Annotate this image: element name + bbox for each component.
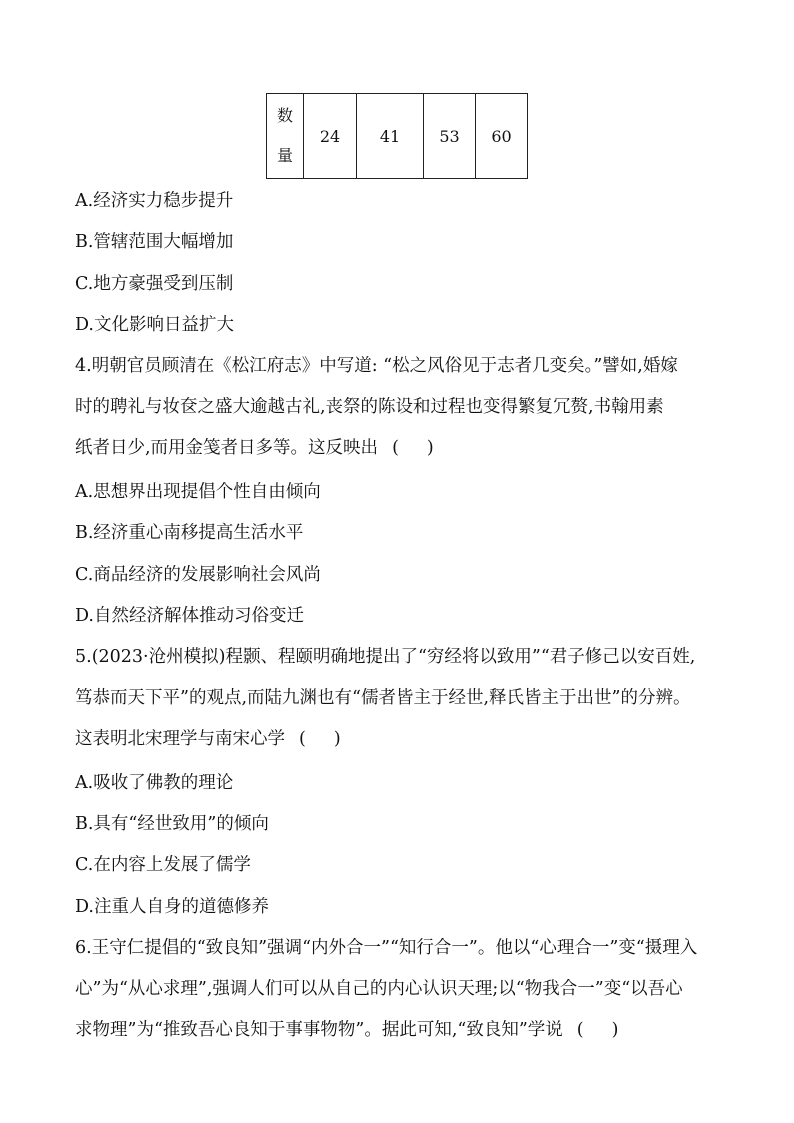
table-cell: 24 bbox=[304, 94, 357, 179]
table-cell: 53 bbox=[424, 94, 476, 179]
q5-stem-line: 5.(2023·沧州模拟)程颢、程颐明确地提出了“穷经将以致用”“君子修己以安百姓, bbox=[75, 647, 696, 667]
q3-option-c: C.地方豪强受到压制 bbox=[75, 274, 234, 294]
q4-answer-blank: ( ) bbox=[392, 438, 434, 458]
q5-stem-text: 这表明北宋理学与南宋心学 bbox=[75, 729, 285, 749]
q4-option-c: C.商品经济的发展影响社会风尚 bbox=[75, 565, 321, 585]
q3-option-b: B.管辖范围大幅增加 bbox=[75, 232, 234, 252]
q6-stem-line: 心”为“从心求理”,强调人们可以从自己的内心认识天理;以“物我合一”变“以吾心 bbox=[75, 979, 683, 999]
q4-option-b: B.经济重心南移提高生活水平 bbox=[75, 523, 304, 543]
q4-stem-line: 时的聘礼与妆奁之盛大逾越古礼,丧祭的陈设和过程也变得繁复冗赘,书翰用素 bbox=[75, 397, 664, 417]
data-table bbox=[266, 93, 528, 179]
q5-option-d: D.注重人自身的道德修养 bbox=[75, 897, 269, 917]
q6-stem-text: 求物理”为“推致吾心良知于事事物物”。据此可知,“致良知”学说 bbox=[75, 1020, 563, 1040]
q3-option-a: A.经济实力稳步提升 bbox=[75, 191, 234, 211]
q5-stem-line bbox=[75, 719, 735, 760]
q4-stem-line bbox=[75, 428, 735, 469]
table-label-char: 数 bbox=[276, 106, 293, 125]
q6-stem-line: 6.王守仁提倡的“致良知”强调“内外合一”“知行合一”。他以“心理合一”变“摄理入 bbox=[75, 938, 698, 958]
table-label-cell bbox=[267, 94, 304, 179]
table-cell: 60 bbox=[476, 94, 528, 179]
q5-stem-line: 笃恭而天下平”的观点,而陆九渊也有“儒者皆主于经世,释氏皆主于出世”的分辨。 bbox=[75, 688, 691, 708]
q5-option-b: B.具有“经世致用”的倾向 bbox=[75, 814, 269, 834]
q6-answer-blank: ( ) bbox=[576, 1020, 619, 1040]
q3-option-d: D.文化影响日益扩大 bbox=[75, 315, 234, 335]
q5-option-c: C.在内容上发展了儒学 bbox=[75, 855, 251, 875]
q5-answer-blank: ( ) bbox=[299, 729, 341, 749]
q4-option-a: A.思想界出现提倡个性自由倾向 bbox=[75, 482, 321, 502]
table-row bbox=[267, 94, 528, 179]
q4-stem bbox=[75, 346, 735, 469]
q6-stem-line bbox=[75, 1010, 735, 1051]
q6-stem bbox=[75, 928, 735, 1051]
table-label-char: 量 bbox=[276, 146, 293, 165]
q4-stem-text: 纸者日少,而用金笺者日多等。这反映出 bbox=[75, 438, 379, 458]
table-cell: 41 bbox=[357, 94, 424, 179]
q4-stem-line: 4.明朝官员顾清在《松江府志》中写道: “松之风俗见于志者几变矣。”譬如,婚嫁 bbox=[75, 356, 678, 376]
q5-option-a: A.吸收了佛教的理论 bbox=[75, 773, 234, 793]
q5-stem bbox=[75, 637, 735, 760]
q4-option-d: D.自然经济解体推动习俗变迁 bbox=[75, 606, 304, 626]
